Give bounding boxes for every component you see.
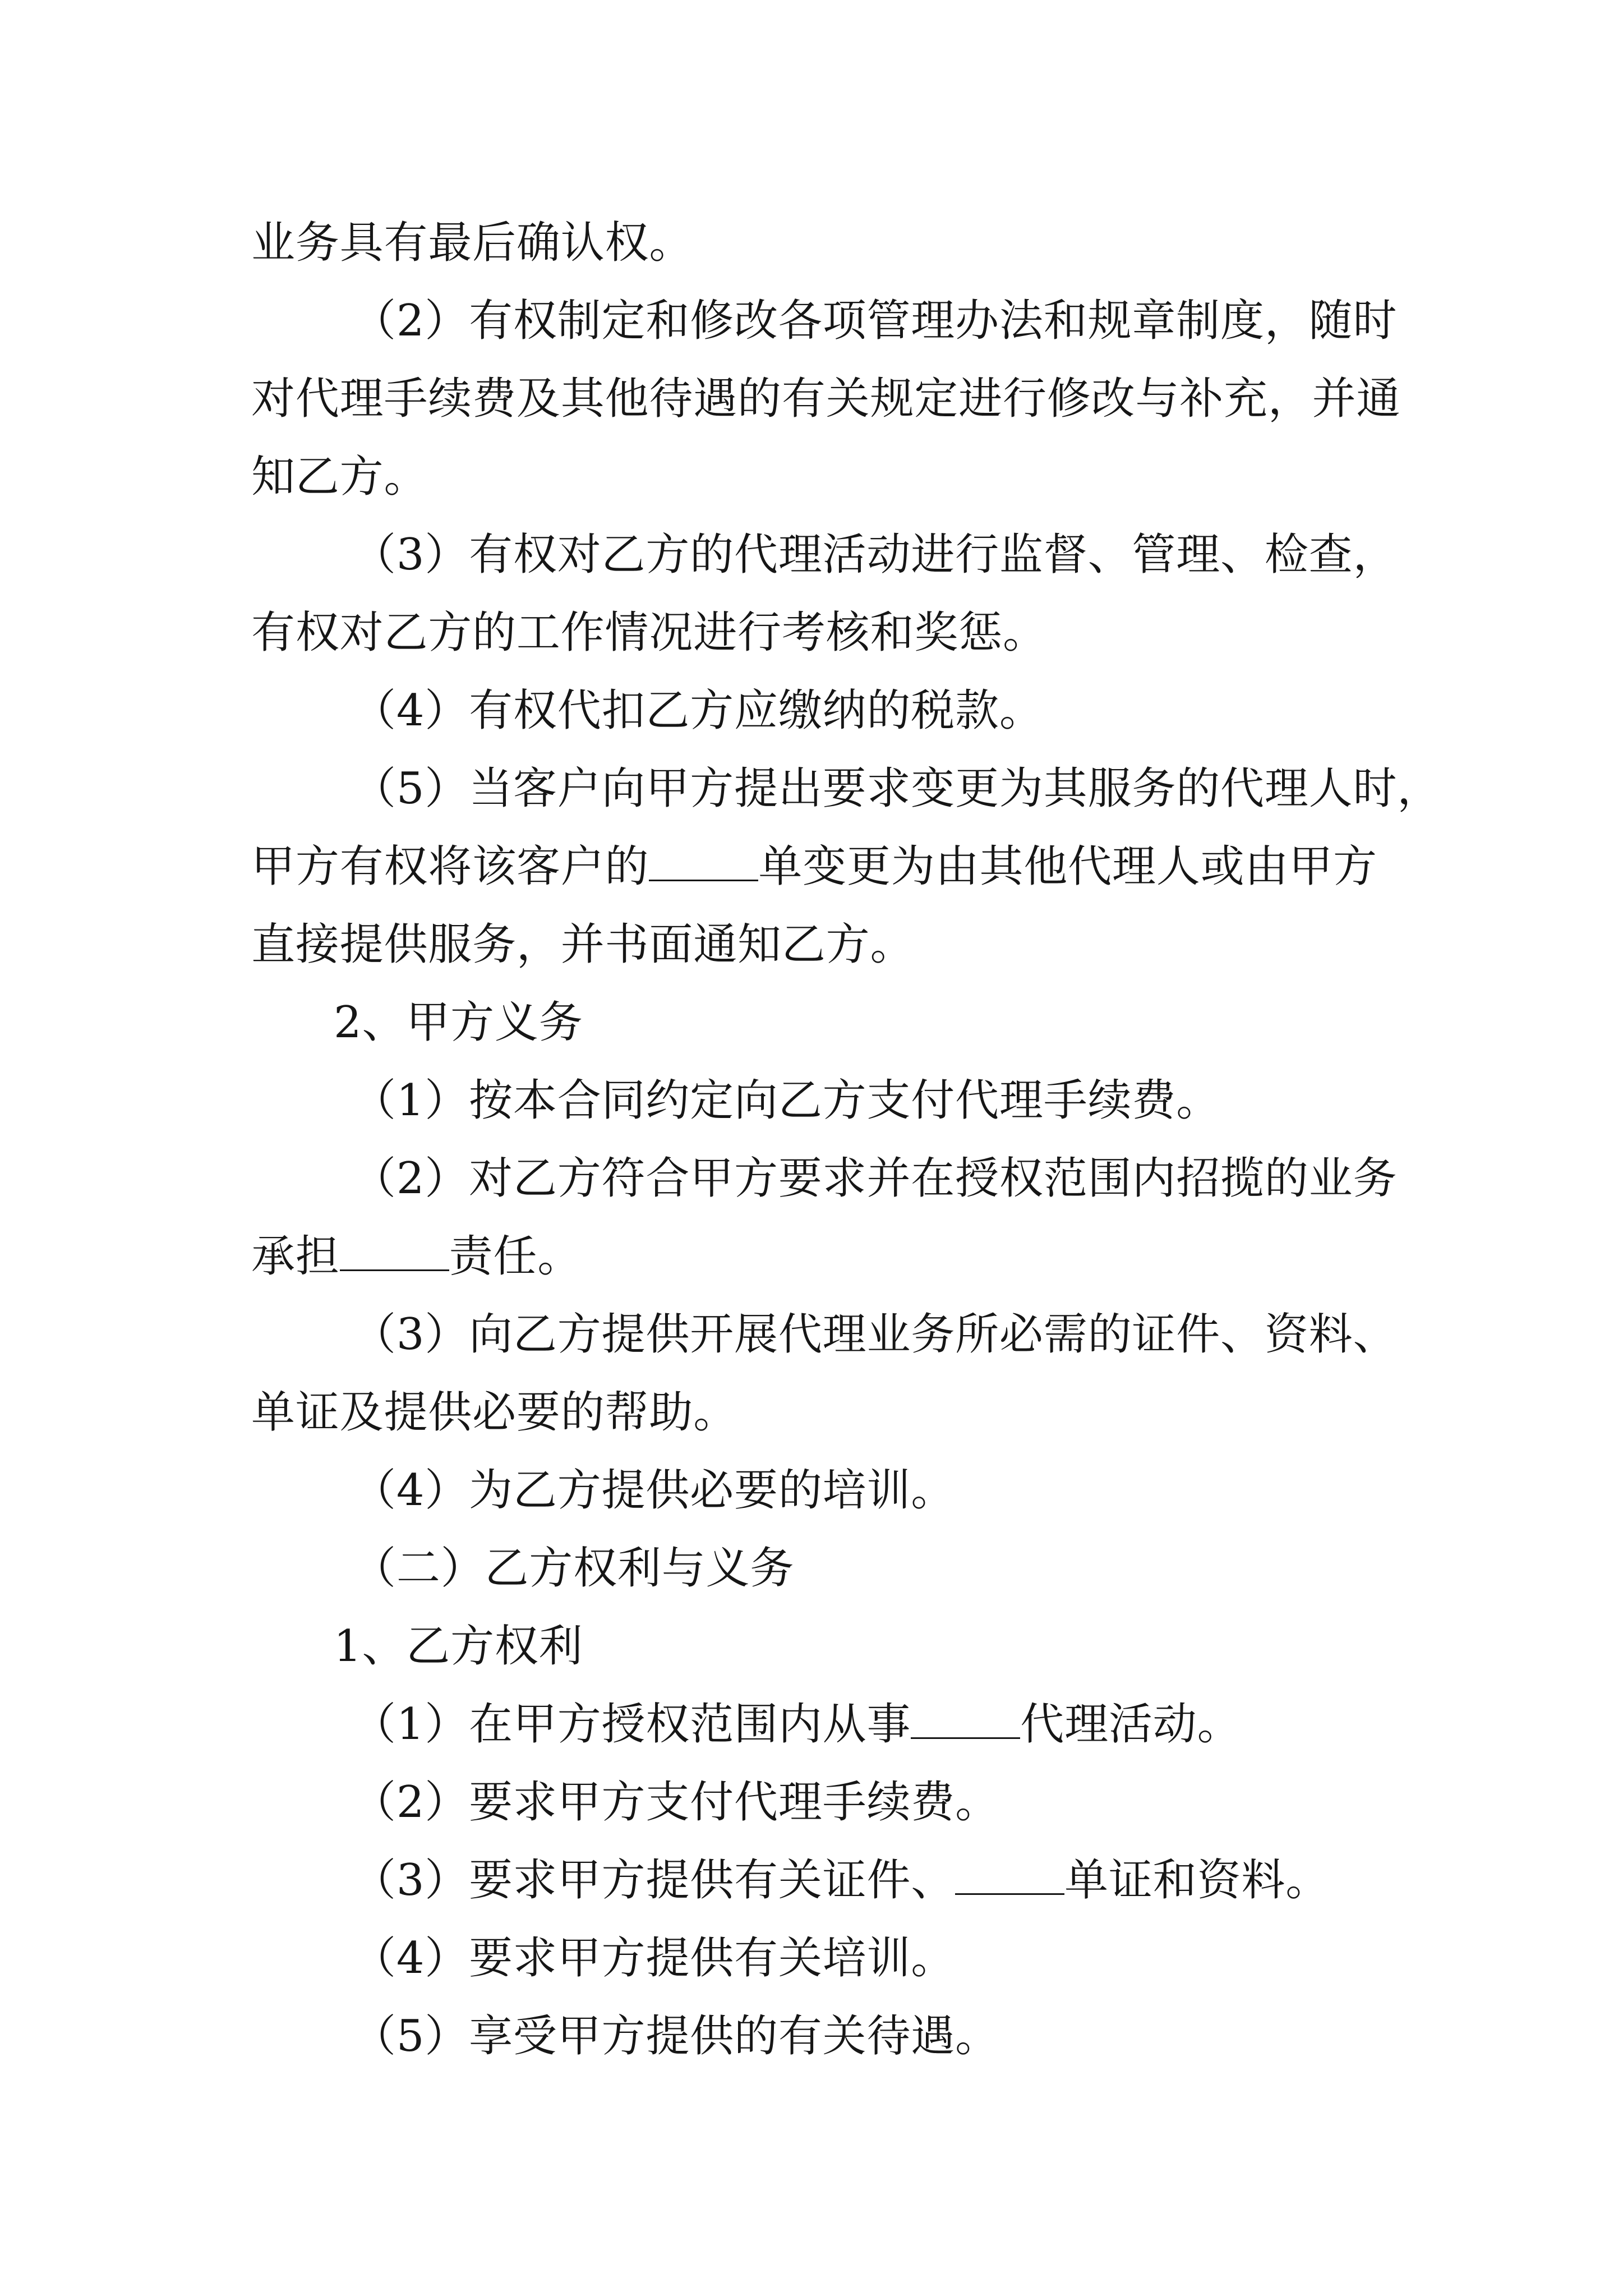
paragraph-line-16: 单证及提供必要的帮助。 [251,1387,738,1438]
paragraph-line-5: （3）有权对乙方的代理活动进行监督、管理、检查， [352,530,1398,580]
fill-in-blank [649,877,758,881]
paragraph-line-9 [251,841,1377,892]
paragraph-line-4: 知乙方。 [251,452,428,502]
section-heading-party-a-obligations: 2、甲方义务 [334,997,583,1048]
paragraph-line-15: （3）向乙方提供开展代理业务所必需的证件、资料、 [352,1309,1398,1360]
paragraph-line-17: （4）为乙方提供必要的培训。 [352,1465,956,1516]
paragraph-line-13: （2）对乙方符合甲方要求并在授权范围内招揽的业务 [352,1153,1398,1204]
line-20-text-before: （1）在甲方授权范围内从事 [352,1699,911,1750]
line-14-text-before: 承担 [251,1231,340,1282]
paragraph-line-7: （4）有权代扣乙方应缴纳的税款。 [352,685,1044,736]
paragraph-line-2: （2）有权制定和修改各项管理办法和规章制度，随时 [352,296,1398,346]
paragraph-line-6: 有权对乙方的工作情况进行考核和奖惩。 [251,608,1047,658]
paragraph-line-21: （2）要求甲方支付代理手续费。 [352,1777,999,1828]
paragraph-line-8: （5）当客户向甲方提出要求变更为其服务的代理人时， [352,763,1442,814]
paragraph-line-12: （1）按本合同约定向乙方支付代理手续费。 [352,1075,1221,1126]
fill-in-blank [955,1891,1064,1895]
fill-in-blank [911,1735,1020,1739]
paragraph-line-14 [251,1231,582,1282]
line-9-text-before: 甲方有权将该客户的 [251,841,649,892]
line-9-text-after: 单变更为由其他代理人或由甲方 [758,841,1377,892]
paragraph-line-22 [352,1855,1330,1906]
fill-in-blank [340,1267,449,1271]
paragraph-line-24: （5）享受甲方提供的有关待遇。 [352,2011,999,2062]
section-heading-party-b-rights: 1、乙方权利 [334,1621,583,1672]
line-20-text-after: 代理活动。 [1020,1699,1242,1750]
paragraph-line-1: 业务具有最后确认权。 [251,218,694,268]
section-heading-party-b-rights-obligations: （二）乙方权利与义务 [352,1543,795,1594]
line-22-text-after: 单证和资料。 [1064,1855,1330,1906]
line-14-text-after: 责任。 [449,1231,582,1282]
paragraph-line-20 [352,1699,1242,1750]
paragraph-line-10: 直接提供服务，并书面通知乙方。 [251,919,915,970]
paragraph-line-23: （4）要求甲方提供有关培训。 [352,1933,956,1984]
line-22-text-before: （3）要求甲方提供有关证件、 [352,1855,956,1906]
paragraph-line-3: 对代理手续费及其他待遇的有关规定进行修改与补充，并通 [251,374,1401,424]
